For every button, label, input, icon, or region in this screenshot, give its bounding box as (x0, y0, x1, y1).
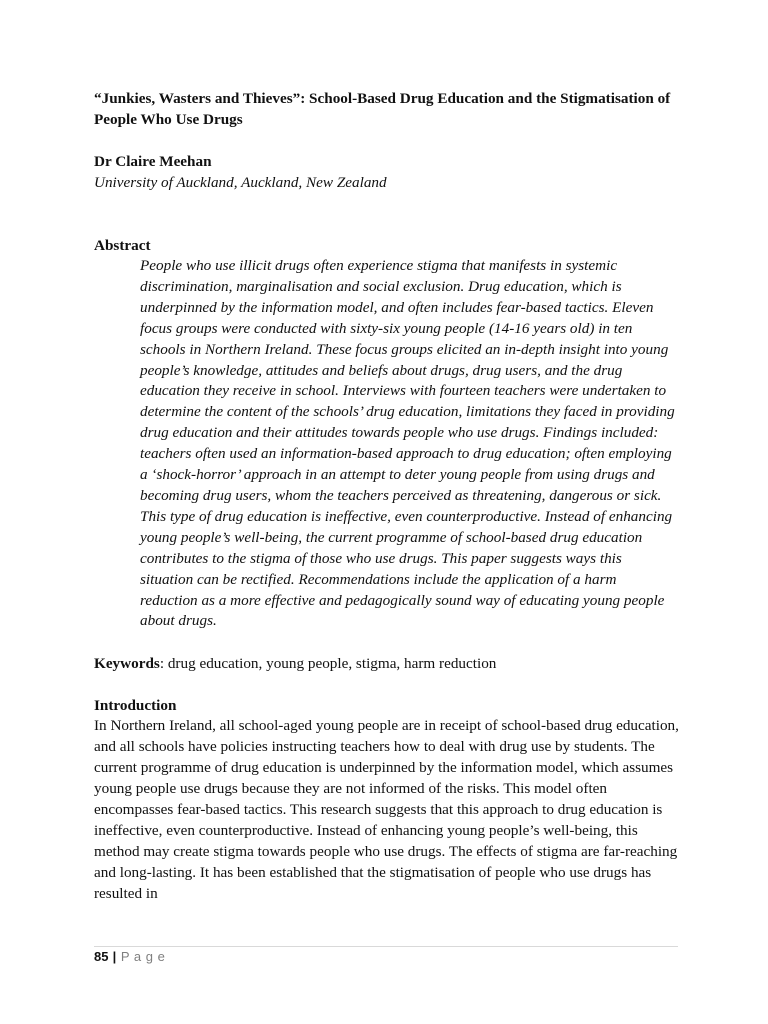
introduction-heading: Introduction (94, 697, 177, 715)
footer-separator: | (108, 949, 121, 964)
page-label: P a g e (120, 949, 166, 964)
keywords-label: Keywords (94, 655, 160, 673)
keywords-list: : drug education, young people, stigma, harm reduction (159, 655, 497, 673)
keywords-line (94, 653, 680, 674)
page-footer (94, 948, 165, 966)
author-name: Dr Claire Meehan (94, 153, 212, 170)
author-affiliation: University of Auckland, Auckland, New Zealand (94, 174, 387, 191)
footer-divider (94, 946, 678, 947)
abstract-text: People who use illicit drugs often experience stigma that manifests in systemic discrimination, marginalisation and social exclusion. Drug education, which is underpinned by the information model, and often includes fear-based tactics. Eleven focus groups were conducted with sixty-six young people (14-16 years old) in ten schools in Northern Ireland. These focus groups elicited an in-depth insight into young people’s knowledge, attitudes and beliefs about drugs, drug users, and the drug education they receive in school. Interviews with fourteen teachers were undertaken to determine the content of the schools’ drug education, limitations they faced in providing drug education and their attitudes towards people who use drugs. Findings included: teachers often used an information-based approach to drug education; often employing a ‘shock-horror’ approach in an attempt to deter young people from using drugs and becoming drug users, whom the teachers perceived as threatening, dangerous or sick. This type of drug education is ineffective, even counterproductive. Instead of enhancing young people’s well-being, the current programme of school-based drug education contributes to the stigma of those who use drugs. This paper suggests ways this situation can be rectified. Recommendations include the application of a harm reduction as a more effective and pedagogically sound way of educating young people about drugs. (140, 257, 675, 630)
introduction-text: In Northern Ireland, all school-aged young people are in receipt of school-based drug education, and all schools have policies instructing teachers how to deal with drug use by students. The current programme of drug education is underpinned by the information model, which assumes young people use drugs because they are not informed of the risks. This model often encompasses fear-based tactics. This research suggests that this approach to drug education is ineffective, even counterproductive. Instead of enhancing young people’s well-being, this method may create stigma towards people who use drugs. The effects of stigma are far-reaching and long-lasting. It has been established that the stigmatisation of people who use drugs has resulted in (94, 717, 679, 902)
document-page (94, 88, 680, 904)
abstract-heading: Abstract (94, 237, 151, 254)
paper-title: “Junkies, Wasters and Thieves”: School-Based Drug Education and the Stigmatisation of People Who Use Drugs (94, 90, 671, 128)
page-number: 85 (94, 949, 109, 964)
